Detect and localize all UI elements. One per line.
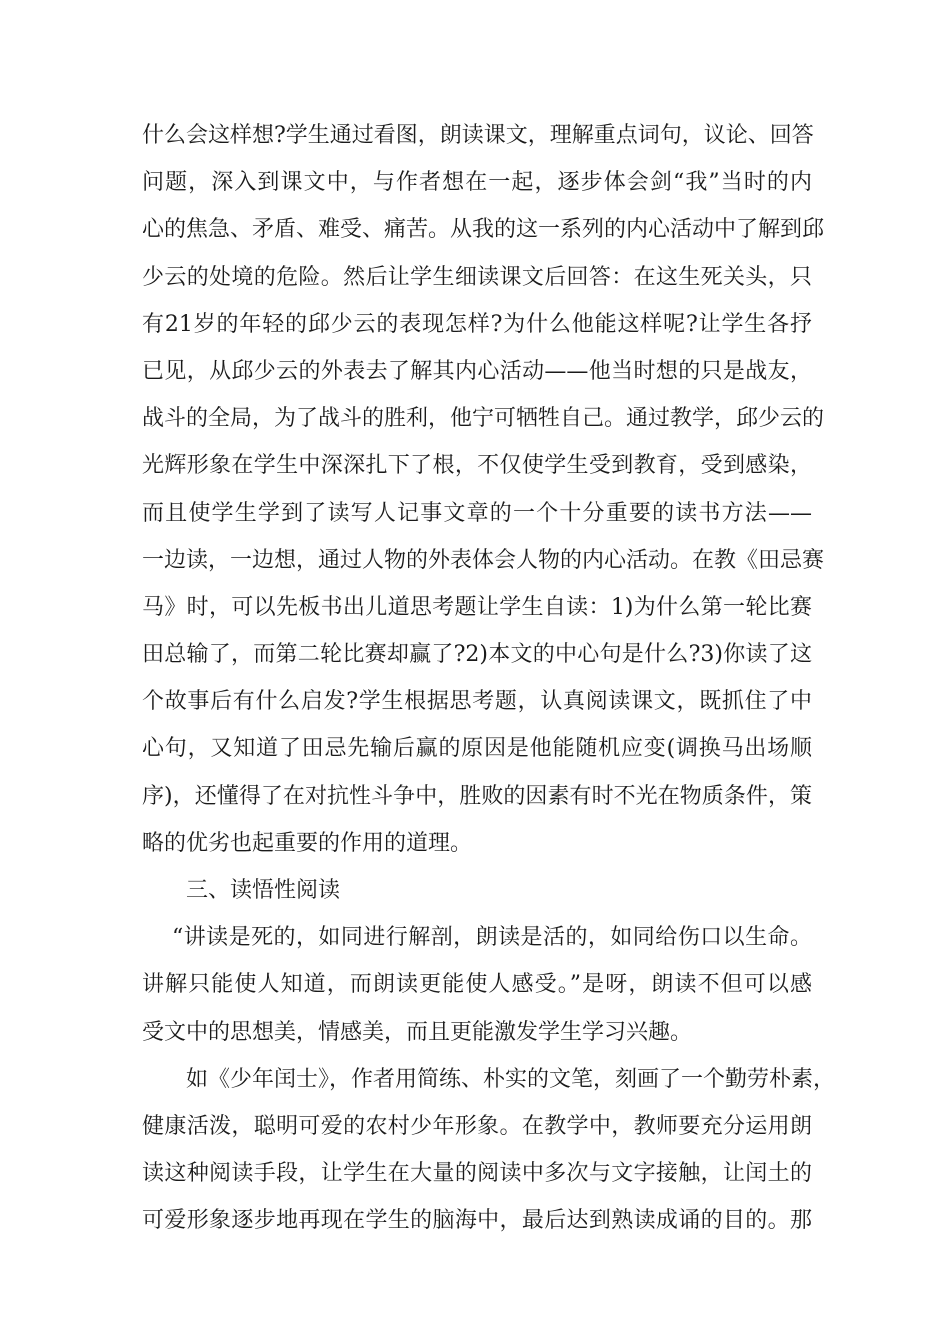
- text-line: 略的优劣也起重要的作用的道理。: [142, 830, 473, 856]
- text-line: 已见，从邱少云的外表去了解其内心活动——他当时想的只是战友，: [142, 358, 812, 384]
- text-line: 光辉形象在学生中深深扎下了根，不仅使学生受到教育，受到感染，: [142, 453, 812, 479]
- section-heading: [142, 867, 812, 914]
- quote-paragraph: [142, 914, 812, 1056]
- text-line: 一边读，一边想，通过人物的外表体会人物的内心活动。在教《田忌赛: [142, 547, 825, 573]
- heading-line: 三、读悟性阅读: [186, 878, 341, 903]
- text-line: 心的焦急、矛盾、难受、痛苦。从我的这一系列的内心活动中了解到邱: [142, 217, 825, 243]
- text-line: 问题，深入到课文中，与作者想在一起，逐步体会剑“我”当时的内: [142, 170, 812, 196]
- text-line: 健康活泼，聪明可爱的农村少年形象。在教学中，教师要充分运用朗: [142, 1113, 812, 1139]
- paragraph-4: [142, 1056, 836, 1245]
- text-line: 读这种阅读手段，让学生在大量的阅读中多次与文字接触，让闰土的: [142, 1161, 812, 1187]
- text-line: 战斗的全局，为了战斗的胜利，他宁可牺牲自己。通过教学，邱少云的: [142, 406, 825, 432]
- text-line: 少云的处境的危险。然后让学生细读课文后回答：在这生死关头，只: [142, 264, 812, 290]
- text-line: 而且使学生学到了读写人记事文章的一个十分重要的读书方法——: [142, 500, 812, 526]
- paragraph-1: [142, 112, 825, 867]
- text-line: 什么会这样想?学生通过看图，朗读课文，理解重点词句，议论、回答: [142, 123, 814, 148]
- text-line: 受文中的思想美，情感美，而且更能激发学生学习兴趣。: [142, 1019, 693, 1045]
- text-line: 田总输了，而第二轮比赛却赢了?2)本文的中心句是什么?3)你读了这: [142, 642, 812, 668]
- text-line: 序)，还懂得了在对抗性斗争中，胜败的因素有时不光在物质条件，策: [142, 783, 812, 809]
- text-line: 如《少年闰士》，作者用简练、朴实的文笔，刻画了一个勤劳朴素，: [186, 1066, 836, 1092]
- text-line: “讲读是死的，如同进行解剖，朗读是活的，如同给伤口以生命。: [172, 925, 812, 951]
- text-line: 有21岁的年轻的邱少云的表现怎样?为什么他能这样呢?让学生各抒: [142, 311, 812, 337]
- document-page: [142, 112, 836, 1245]
- text-line: 马》时，可以先板书出儿道思考题让学生自读：1)为什么第一轮比赛: [142, 594, 812, 620]
- text-line: 个故事后有什么启发?学生根据思考题，认真阅读课文，既抓住了中: [142, 689, 812, 715]
- text-line: 可爱形象逐步地再现在学生的脑海中，最后达到熟读成诵的目的。那: [142, 1208, 812, 1234]
- text-line: 讲解只能使人知道，而朗读更能使人感受。”是呀，朗读不但可以感: [142, 972, 812, 998]
- text-line: 心句，又知道了田忌先输后赢的原因是他能随机应变(调换马出场顺: [142, 736, 812, 762]
